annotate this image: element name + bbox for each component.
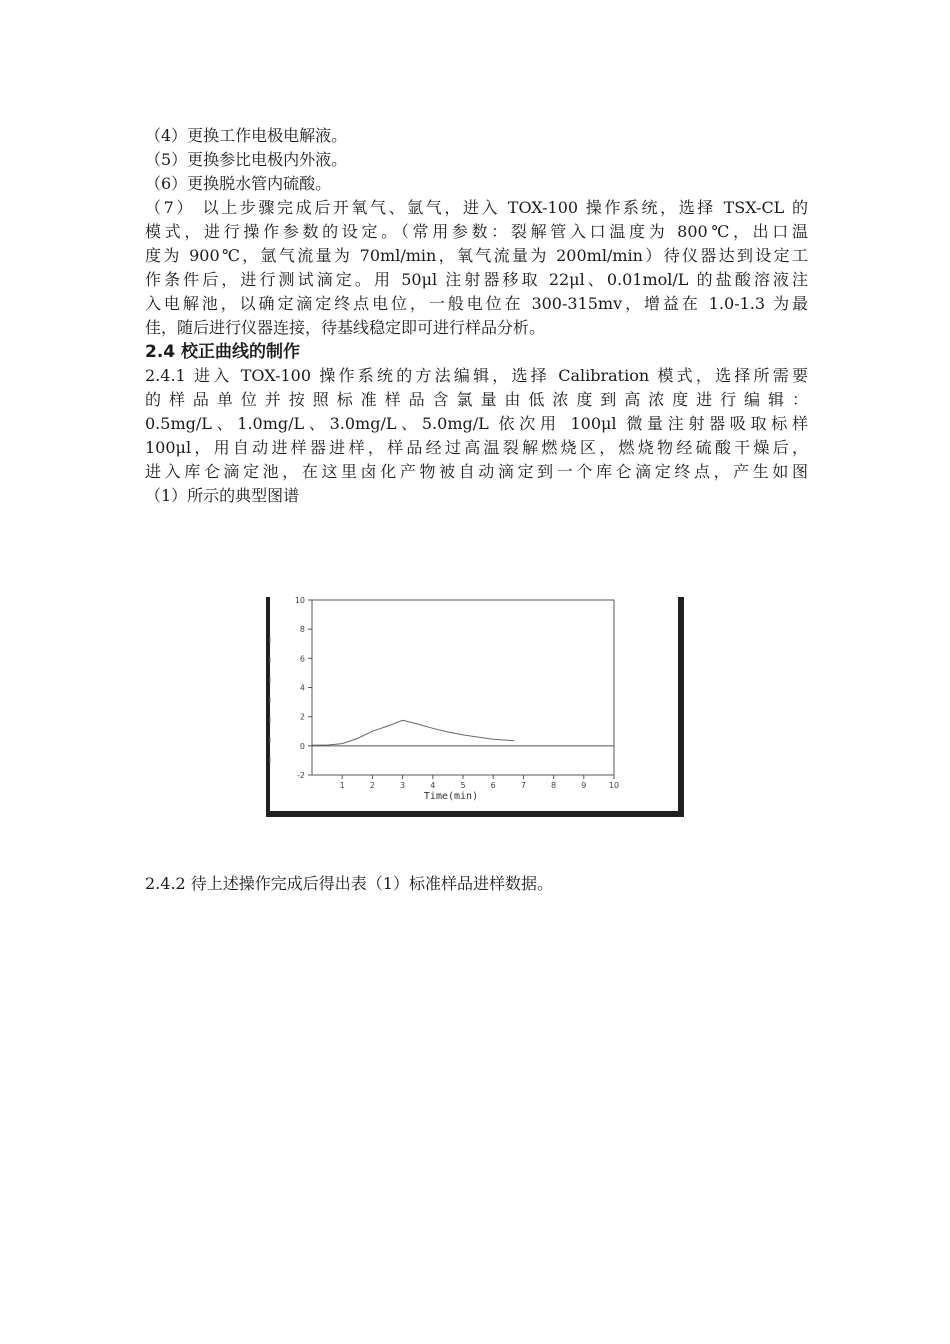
step-7-line: 入电解池，以确定滴定终点电位，一般电位在 300-315mv，增益在 1.0-1.3 为最 [145,294,808,313]
y-tick-label: 2 [299,712,305,722]
step-6: （6）更换脱水管内硫酸。 [145,174,332,193]
x-tick-label: 7 [520,781,526,790]
step-4: （4）更换工作电极电解液。 [145,126,348,145]
document-body [145,124,808,893]
section-line: 0.5mg/L、1.0mg/L、3.0mg/L、5.0mg/L 依次用 100μl 微量注射器吸取标样 [145,414,808,433]
y-tick-label: 6 [299,654,305,664]
step-7-line: 度为 900℃，氩气流量为 70ml/min，氧气流量为 200ml/min）待仪器达到设定工 [145,246,808,265]
figure-right-border [678,597,684,817]
figure-bottom-border [266,811,684,817]
y-tick-label: 8 [299,625,305,635]
step-7-line: 作条件后，进行测试滴定。用 50μl 注射器移取 22μl、0.01mol/L 的盐酸溶液注 [145,270,808,289]
x-tick-label: 2 [369,781,375,790]
x-tick-label: 9 [581,781,587,790]
x-tick-label: 1 [339,781,345,790]
step-7-line: 佳，随后进行仪器连接，待基线稳定即可进行样品分析。 [145,318,546,337]
y-tick-label: 0 [299,741,305,751]
x-tick-label: 3 [400,781,406,790]
section-2-4-2: 2.4.2 待上述操作完成后得出表（1）标准样品进样数据。 [145,874,553,893]
chromatogram-chart [266,597,684,817]
y-tick-label: 4 [299,683,305,693]
section-line: （1）所示的典型图谱 [145,486,300,505]
step-5: （5）更换参比电极内外液。 [145,150,348,169]
step-7-line: 模式，进行操作参数的设定。（常用参数：裂解管入口温度为 800℃，出口温 [145,222,808,241]
chart-paper [266,597,684,817]
y-tick-label: -2 [297,771,305,780]
section-line: 进入库仑滴定池，在这里卤化产物被自动滴定到一个库仑滴定终点，产生如图 [145,462,808,481]
step-7-line: （7） 以上步骤完成后开氧气、氩气，进入 TOX-100 操作系统，选择 TSX-CL 的 [145,198,808,217]
chromatogram-figure [266,597,684,817]
x-tick-label: 10 [608,781,620,790]
section-line: 2.4.1 进入 TOX-100 操作系统的方法编辑，选择 Calibration 模式，选择所需要 [145,366,808,385]
x-tick-label: 8 [551,781,557,790]
y-tick-label: 10 [294,597,305,605]
x-tick-label: 4 [430,781,436,790]
figure-left-border [266,597,270,817]
x-tick-label: 5 [460,781,466,790]
x-tick-label: 6 [490,781,496,790]
section-line: 的样品单位并按照标准样品含氯量由低浓度到高浓度进行编辑： [145,390,808,409]
x-axis-label: Time(min) [423,791,479,802]
section-heading: 2.4 校正曲线的制作 [145,342,301,362]
section-line: 100μl，用自动进样器进样，样品经过高温裂解燃烧区，燃烧物经硫酸干燥后， [145,438,808,457]
